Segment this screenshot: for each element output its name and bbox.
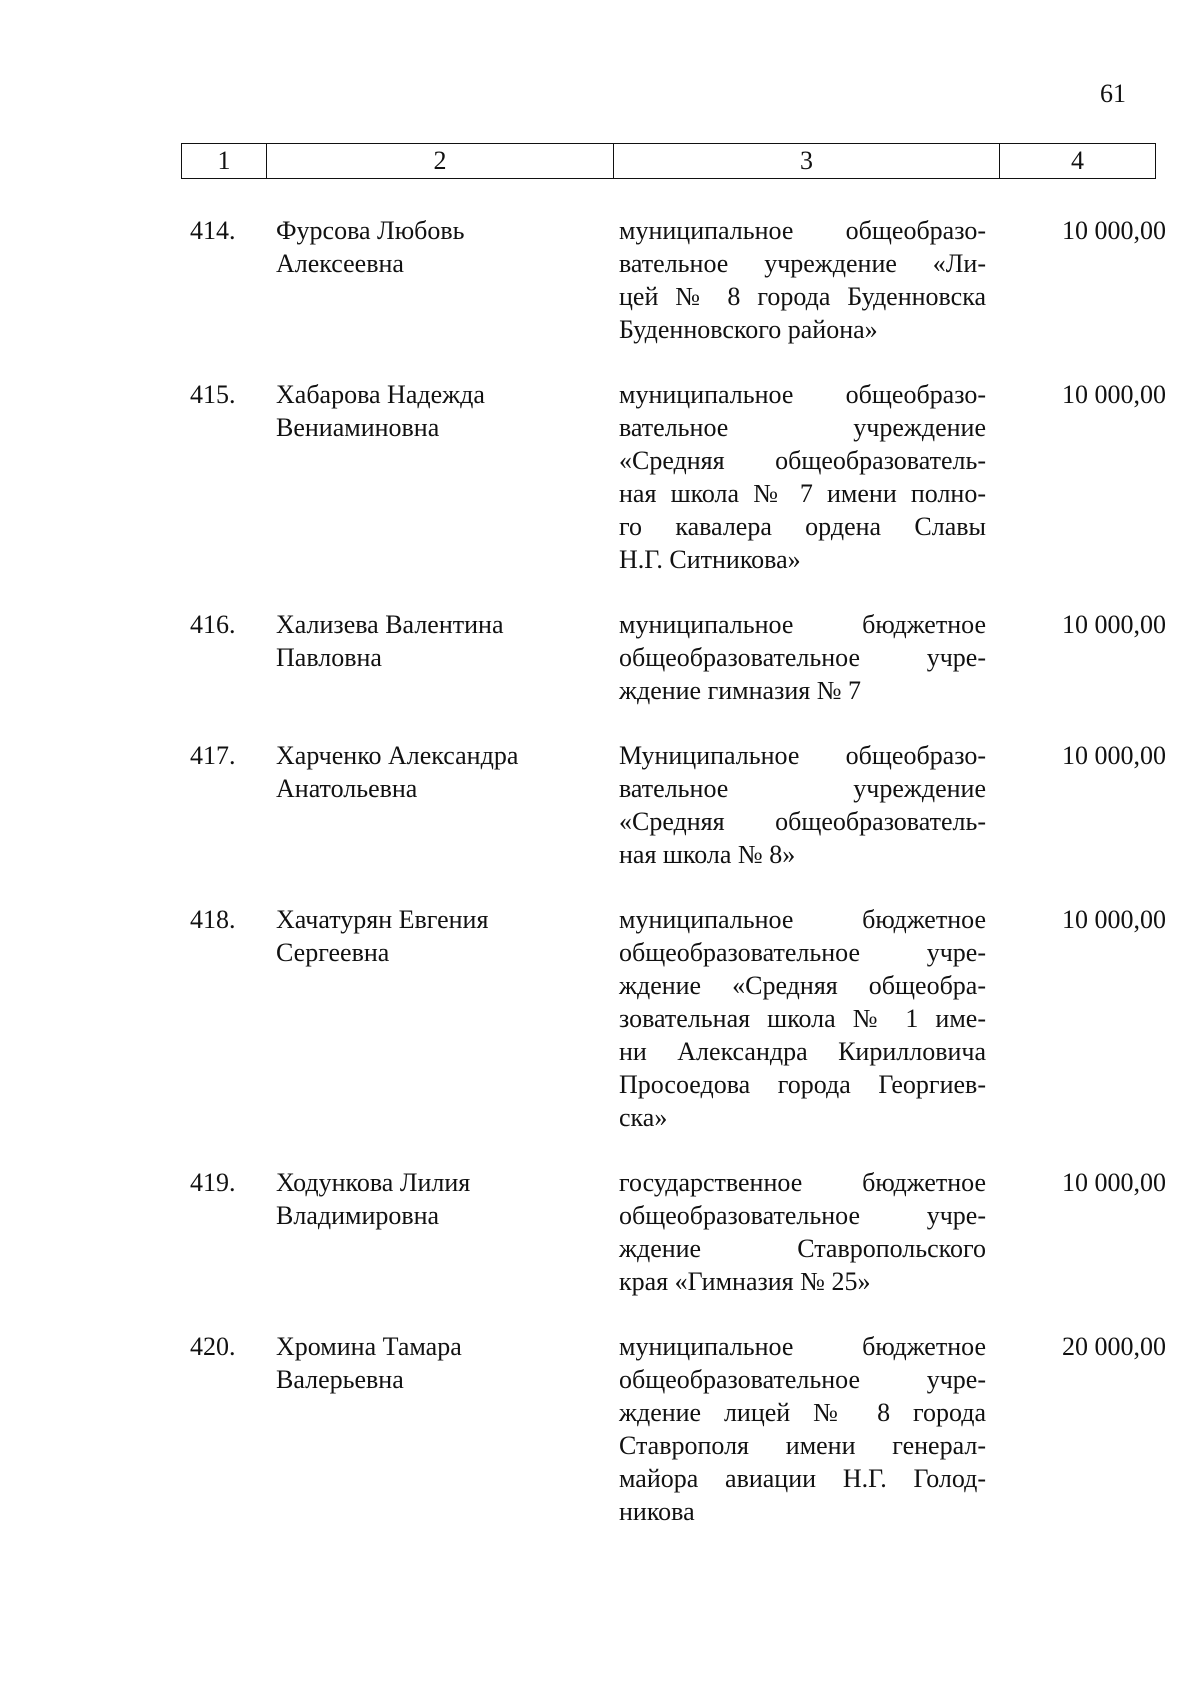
table-row	[0, 378, 1200, 576]
table-row	[0, 1330, 1200, 1528]
organization-line: ная школа № 8»	[619, 840, 796, 869]
organization	[619, 214, 986, 346]
organization-line: ска»	[619, 1103, 668, 1132]
amount: 10 000,00	[1062, 741, 1166, 770]
organization-line: «Средняя общеобразователь-	[619, 446, 986, 475]
organization-line: никова	[619, 1497, 695, 1526]
amount: 10 000,00	[1062, 905, 1166, 934]
organization-line: вательное учреждение	[619, 774, 986, 803]
organization	[619, 608, 986, 707]
organization-line: общеобразовательное учре-	[619, 643, 986, 672]
table-row	[0, 214, 1200, 346]
organization-line: го кавалера ордена Славы	[619, 512, 986, 541]
organization	[619, 903, 986, 1134]
organization-line: общеобразовательное учре-	[619, 1201, 986, 1230]
organization-line: государственное бюджетное	[619, 1168, 986, 1197]
row-number: 415.	[190, 380, 236, 409]
organization-line: Муниципальное общеобразо-	[619, 741, 986, 770]
table-row	[0, 903, 1200, 1134]
organization-line: вательное учреждение «Ли-	[619, 249, 986, 278]
header-cell-1: 1	[182, 144, 267, 178]
table-row	[0, 1166, 1200, 1298]
recipient-name: Хачатурян Евгения Сергеевна	[276, 905, 489, 967]
table-row	[0, 608, 1200, 707]
organization	[619, 739, 986, 871]
amount: 20 000,00	[1062, 1332, 1166, 1361]
recipient-name: Хализева Валентина Павловна	[276, 610, 504, 672]
amount: 10 000,00	[1062, 610, 1166, 639]
organization-line: края «Гимназия № 25»	[619, 1267, 871, 1296]
recipient-name: Хромина Тамара Валерьевна	[276, 1332, 462, 1394]
recipient-name: Харченко Александра Анатольевна	[276, 741, 519, 803]
organization-line: «Средняя общеобразователь-	[619, 807, 986, 836]
amount: 10 000,00	[1062, 216, 1166, 245]
header-cell-4: 4	[1071, 146, 1084, 175]
organization-line: муниципальное бюджетное	[619, 905, 986, 934]
table-row	[0, 739, 1200, 871]
table-header	[181, 143, 1156, 179]
organization-line: вательное учреждение	[619, 413, 986, 442]
row-number: 418.	[190, 905, 236, 934]
organization-line: муниципальное общеобразо-	[619, 216, 986, 245]
organization-line: Ставрополя имени генерал-	[619, 1431, 986, 1460]
organization-line: цей № 8 города Буденновска	[619, 282, 986, 311]
recipient-name: Ходункова Лилия Владимировна	[276, 1168, 471, 1230]
amount: 10 000,00	[1062, 380, 1166, 409]
organization	[619, 1330, 986, 1528]
organization-line: муниципальное бюджетное	[619, 1332, 986, 1361]
row-number: 419.	[190, 1168, 236, 1197]
organization-line: ждение Ставропольского	[619, 1234, 986, 1263]
row-number: 417.	[190, 741, 236, 770]
organization-line: ждение гимназия № 7	[619, 676, 862, 705]
header-cell-3: 3	[614, 144, 1000, 178]
organization-line: ждение «Средняя общеобра-	[619, 971, 986, 1000]
organization-line: Буденновского района»	[619, 315, 878, 344]
organization-line: ждение лицей № 8 города	[619, 1398, 986, 1427]
organization-line: общеобразовательное учре-	[619, 1365, 986, 1394]
organization-line: муниципальное бюджетное	[619, 610, 986, 639]
table-body	[0, 214, 1200, 1528]
organization-line: Просоедова города Георгиев-	[619, 1070, 986, 1099]
organization-line: ная школа № 7 имени полно-	[619, 479, 986, 508]
row-number: 416.	[190, 610, 236, 639]
organization-line: ни Александра Кирилловича	[619, 1037, 986, 1066]
organization-line: майора авиации Н.Г. Голод-	[619, 1464, 986, 1493]
organization	[619, 378, 986, 576]
organization-line: муниципальное общеобразо-	[619, 380, 986, 409]
organization	[619, 1166, 986, 1298]
row-number: 420.	[190, 1332, 236, 1361]
row-number: 414.	[190, 216, 236, 245]
organization-line: зовательная школа № 1 име-	[619, 1004, 986, 1033]
organization-line: Н.Г. Ситникова»	[619, 545, 801, 574]
recipient-name: Фурсова Любовь Алексеевна	[276, 216, 465, 278]
header-cell-2: 2	[267, 144, 614, 178]
recipient-name: Хабарова Надежда Вениаминовна	[276, 380, 485, 442]
amount: 10 000,00	[1062, 1168, 1166, 1197]
organization-line: общеобразовательное учре-	[619, 938, 986, 967]
page-number: 61	[1100, 79, 1126, 108]
